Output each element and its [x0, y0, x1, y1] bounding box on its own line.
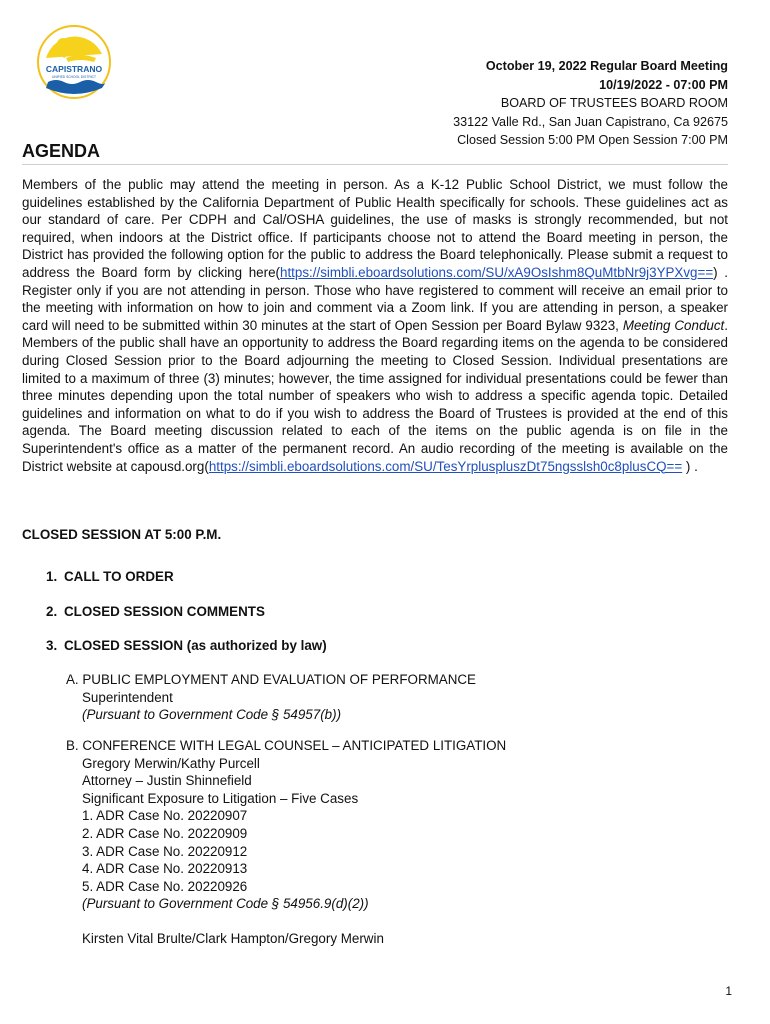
item-number: 2.: [46, 604, 58, 619]
page-number: 1: [725, 984, 732, 998]
case-number: 4. ADR Case No. 20220913: [82, 861, 248, 877]
subitem-b: [66, 737, 506, 948]
meeting-title: October 19, 2022 Regular Board Meeting: [485, 59, 728, 73]
agenda-title: AGENDA: [22, 141, 101, 161]
subitem-b-line: Significant Exposure to Litigation – Five Cases: [82, 790, 359, 806]
audio-recording-link[interactable]: https://simbli.eboardsolutions.com/SU/TesYrpluspluszDt75ngsslsh0c8plusCQ==: [208, 458, 683, 474]
subitem-b-line: Attorney – Justin Shinnefield: [82, 773, 252, 789]
agenda-item-3: [46, 638, 327, 653]
item-label: CLOSED SESSION (as authorized by law): [64, 638, 327, 653]
meeting-header: [308, 57, 728, 150]
agenda-item-2: [46, 604, 265, 619]
logo-subtext: UNIFIED SCHOOL DISTRICT: [51, 75, 97, 79]
meeting-address: 33122 Valle Rd., San Juan Capistrano, Ca 92675: [453, 114, 728, 129]
divider: [22, 164, 728, 165]
item-number: 3.: [46, 638, 58, 653]
case-number: 2. ADR Case No. 20220909: [82, 825, 248, 841]
intro-text-4: ) .: [682, 458, 698, 474]
meeting-datetime: 10/19/2022 - 07:00 PM: [599, 77, 728, 92]
subitem-a-code: (Pursuant to Government Code § 54957(b)): [82, 707, 342, 723]
subitem-a-line: Superintendent: [82, 689, 173, 705]
intro-text-2: ) . Register only if you are not attending in person. Those who have registered to comment will receive an email prior to the meeting with information on how to join and comment via a Zoom link. If you are attending in person, a speaker card will need to be submitted within 30 minutes at the start of Open Session per Board Bylaw 9323,: [22, 264, 728, 333]
subitem-b-heading: B. CONFERENCE WITH LEGAL COUNSEL – ANTICIPATED LITIGATION: [66, 738, 507, 753]
intro-paragraph: [22, 176, 728, 475]
meeting-sessions: Closed Session 5:00 PM Open Session 7:00 PM: [457, 133, 728, 147]
intro-text-1: Members of the public may attend the meeting in person. As a K-12 Public School District, we must follow the guidelines established by the California Department of Public Health specifically for schools. These guidelines act as our standard of care. Per CDPH and Cal/OSHA guidelines, the use of masks is strongly recommended, but not required, when indoors at the District office. If participants choose not to attend the Board meeting in person, the District has provided the following option for the public to address the Board telephonically. Please submit a request to address the Board form by clicking here(: [22, 177, 728, 280]
agenda-item-1: [46, 569, 174, 584]
item-label: CALL TO ORDER: [64, 569, 174, 584]
speaker-request-link[interactable]: https://simbli.eboardsolutions.com/SU/xA9OsIshm8QuMtbNr9j3YPXvg==: [280, 264, 714, 280]
case-number: 1. ADR Case No. 20220907: [82, 808, 248, 824]
bylaw-title: Meeting Conduct: [622, 317, 725, 333]
subitem-a: [66, 671, 476, 724]
case-number: 3. ADR Case No. 20220912: [82, 843, 248, 859]
case-number: 5. ADR Case No. 20220926: [82, 878, 248, 894]
subitem-b-line: Gregory Merwin/Kathy Purcell: [82, 755, 260, 771]
subitem-b-trailing: Kirsten Vital Brulte/Clark Hampton/Gregory Merwin: [82, 930, 384, 946]
subitem-a-heading: A. PUBLIC EMPLOYMENT AND EVALUATION OF PERFORMANCE: [66, 672, 476, 687]
item-label: CLOSED SESSION COMMENTS: [64, 604, 265, 619]
closed-session-heading: CLOSED SESSION AT 5:00 P.M.: [22, 527, 222, 542]
subitem-b-code: (Pursuant to Government Code § 54956.9(d)(2)): [82, 896, 369, 912]
capistrano-usd-logo: [36, 24, 112, 100]
logo-text: CAPISTRANO: [45, 64, 103, 74]
item-number: 1.: [46, 569, 58, 584]
meeting-room: BOARD OF TRUSTEES BOARD ROOM: [500, 96, 728, 110]
intro-text-3: . Members of the public shall have an opportunity to address the Board regarding items on the agenda to be considered during Closed Session prior to the Board adjourning the meeting to Closed Session. Individual presentations are limited to a maximum of three (3) minutes; however, the time assigned for individual presentations could be fewer than three minutes depending upon the total number of speakers who wish to address a specific agenda topic. Detailed guidelines and information on what to do if you wish to address the Board of Trustees is provided at the end of this agenda. The Board meeting discussion related to each of the items on the public agenda is on file in the Superintendent's office as a matter of the permanent record. An audio recording of the meeting is available on the District website at capousd.org(: [22, 317, 728, 474]
